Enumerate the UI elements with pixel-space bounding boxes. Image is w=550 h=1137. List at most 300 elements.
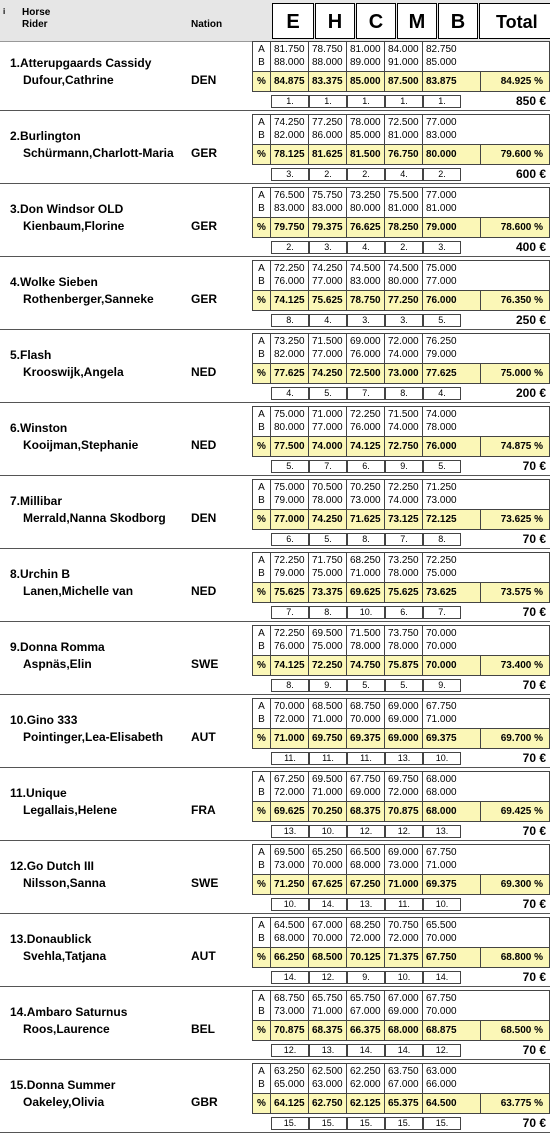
judge-rank: 4. [423, 387, 461, 400]
score-a: 69.750 [388, 774, 419, 785]
horse-name [10, 129, 81, 143]
percent-symbol: % [257, 733, 266, 744]
ab-labels [253, 1064, 270, 1093]
horse-name-text: Gino 333 [26, 713, 78, 727]
judge-score-cell [308, 918, 346, 947]
result-entry [0, 987, 550, 1060]
judge-score-cell [308, 188, 346, 217]
score-a: 78.000 [350, 117, 381, 128]
judge-percentage: 78.750 [346, 291, 384, 310]
ab-labels [253, 991, 270, 1020]
judge-percentage: 71.250 [270, 875, 308, 894]
score-a: 65.500 [426, 920, 457, 931]
judge-rank: 3. [423, 241, 461, 254]
judge-percentage: 67.625 [308, 875, 346, 894]
judge-rank: 8. [385, 387, 423, 400]
percentage-row [253, 947, 549, 967]
rider-name: Schürmann,Charlott-Maria [23, 146, 174, 160]
judge-header-e: E [272, 3, 314, 39]
prize-money: 400 € [515, 240, 546, 254]
score-b: 83.000 [312, 203, 343, 214]
judge-rank: 6. [271, 533, 309, 546]
judge-score-cell [422, 188, 460, 217]
judge-score-cell [308, 480, 346, 509]
judge-rank: 5. [385, 679, 423, 692]
percentage-row [253, 363, 549, 383]
label-b: B [258, 130, 265, 141]
judge-percentage: 64.500 [422, 1094, 460, 1113]
label-a: A [258, 555, 265, 566]
score-b: 66.000 [426, 1079, 457, 1090]
prize-money: 70 € [522, 751, 546, 765]
total-percentage: 79.600 % [480, 145, 549, 164]
judge-percentage: 62.750 [308, 1094, 346, 1113]
percentage-row [253, 290, 549, 310]
ab-labels [253, 553, 270, 582]
judge-percentage: 77.625 [422, 364, 460, 383]
score-b: 82.000 [274, 130, 305, 141]
score-b: 78.000 [388, 641, 419, 652]
percentage-row [253, 144, 549, 164]
prize-money: 70 € [522, 897, 546, 911]
judge-rank: 8. [271, 679, 309, 692]
judge-score-cell [346, 699, 384, 728]
judge-percentage: 69.750 [308, 729, 346, 748]
ab-labels [253, 845, 270, 874]
judge-score-cell [422, 991, 460, 1020]
percent-symbol: % [257, 660, 266, 671]
judge-score-cell [308, 991, 346, 1020]
score-b: 67.000 [350, 1006, 381, 1017]
score-b: 69.000 [388, 714, 419, 725]
percent-symbol: % [257, 952, 266, 963]
judge-score-cell [422, 261, 460, 290]
percentage-row [253, 71, 549, 91]
score-b: 73.000 [274, 860, 305, 871]
result-entry [0, 914, 550, 987]
judge-score-cell [346, 42, 384, 71]
score-box [252, 41, 550, 92]
judge-rank: 4. [385, 168, 423, 181]
judge-score-cell [346, 407, 384, 436]
judge-rank: 12. [385, 825, 423, 838]
score-b: 88.000 [312, 57, 343, 68]
judge-score-cell [270, 480, 308, 509]
judge-score-cell [346, 845, 384, 874]
percent-symbol: % [257, 806, 266, 817]
score-b: 79.000 [274, 495, 305, 506]
label-a: A [258, 701, 265, 712]
judge-percentage: 76.000 [422, 437, 460, 456]
judge-rank: 1. [423, 95, 461, 108]
judge-header-c: C [356, 3, 396, 39]
prize-money: 70 € [522, 824, 546, 838]
label-a: A [258, 774, 265, 785]
score-a: 63.750 [388, 1066, 419, 1077]
judge-percentage: 69.375 [422, 729, 460, 748]
prize-money: 70 € [522, 678, 546, 692]
judge-score-cell [270, 845, 308, 874]
placing: 13. [10, 932, 27, 946]
judge-rank: 7. [423, 606, 461, 619]
ab-labels [253, 115, 270, 144]
percentage-row [253, 1020, 549, 1040]
horse-name [10, 786, 67, 800]
score-a: 72.250 [274, 263, 305, 274]
placing: 2. [10, 129, 21, 143]
score-a: 73.250 [350, 190, 381, 201]
nation-code: GER [191, 219, 218, 233]
score-a: 75.000 [426, 263, 457, 274]
judge-percentage: 76.000 [422, 291, 460, 310]
label-a: A [258, 409, 265, 420]
score-a: 67.750 [350, 774, 381, 785]
judge-percentage: 73.125 [384, 510, 422, 529]
score-b: 76.000 [274, 276, 305, 287]
results-header [0, 0, 550, 42]
judge-percentage: 74.250 [308, 510, 346, 529]
judge-percentage: 73.000 [384, 364, 422, 383]
judge-score-cell [270, 261, 308, 290]
score-b: 77.000 [312, 349, 343, 360]
label-a: A [258, 628, 265, 639]
score-a: 70.750 [388, 920, 419, 931]
judge-score-cell [308, 845, 346, 874]
score-a: 73.250 [388, 555, 419, 566]
horse-name [10, 932, 91, 946]
placing: 6. [10, 421, 21, 435]
judge-score-cell [422, 918, 460, 947]
judge-percentage: 66.250 [270, 948, 308, 967]
score-a: 72.250 [350, 409, 381, 420]
judge-rank: 2. [423, 168, 461, 181]
judge-rank: 13. [423, 825, 461, 838]
score-a: 68.250 [350, 555, 381, 566]
score-b: 76.000 [350, 349, 381, 360]
horse-rider-column-header [22, 7, 50, 31]
nation-code: GER [191, 292, 218, 306]
score-b: 70.000 [312, 933, 343, 944]
result-entry [0, 476, 550, 549]
score-a: 67.250 [274, 774, 305, 785]
score-a: 71.250 [426, 482, 457, 493]
horse-name-text: Donaublick [26, 932, 92, 946]
score-b: 68.000 [350, 860, 381, 871]
ab-labels [253, 334, 270, 363]
total-percentage: 75.000 % [480, 364, 549, 383]
horse-name-text: Atterupgaards Cassidy [20, 56, 152, 70]
label-b: B [258, 349, 265, 360]
judge-rank: 3. [309, 241, 347, 254]
judge-rank: 2. [385, 241, 423, 254]
rider-name: Nilsson,Sanna [23, 876, 106, 890]
judge-rank: 3. [271, 168, 309, 181]
score-a: 67.000 [312, 920, 343, 931]
nation-code: NED [191, 365, 217, 379]
judge-score-cell [270, 188, 308, 217]
score-a: 69.500 [274, 847, 305, 858]
prize-money: 70 € [522, 1043, 546, 1057]
score-b: 69.000 [350, 787, 381, 798]
percent-symbol: % [257, 295, 266, 306]
score-b: 73.000 [426, 495, 457, 506]
judge-rank: 14. [347, 1044, 385, 1057]
judge-score-cell [270, 918, 308, 947]
judge-percentage: 74.250 [308, 364, 346, 383]
percent-symbol: % [257, 1098, 266, 1109]
score-b: 67.000 [388, 1079, 419, 1090]
horse-name [10, 202, 123, 216]
judge-percentage: 68.375 [346, 802, 384, 821]
score-b: 81.000 [388, 203, 419, 214]
score-a: 72.250 [426, 555, 457, 566]
judge-percentage: 68.000 [384, 1021, 422, 1040]
score-b: 75.000 [426, 568, 457, 579]
judge-rank: 10. [423, 752, 461, 765]
horse-name-text: Go Dutch III [26, 859, 95, 873]
rider-name: Pointinger,Lea-Elisabeth [23, 730, 164, 744]
rider-name: Dufour,Cathrine [23, 73, 114, 87]
score-box [252, 479, 550, 530]
score-box [252, 844, 550, 895]
horse-name-text: Urchin B [20, 567, 71, 581]
judge-score-cell [422, 772, 460, 801]
score-a: 81.750 [274, 44, 305, 55]
rider-name: Legallais,Helene [23, 803, 118, 817]
score-b: 83.000 [426, 130, 457, 141]
judge-percentage: 75.625 [384, 583, 422, 602]
total-percentage: 78.600 % [480, 218, 549, 237]
score-a: 76.250 [426, 336, 457, 347]
total-percentage: 68.500 % [480, 1021, 549, 1040]
judge-score-cell [422, 699, 460, 728]
ab-labels [253, 261, 270, 290]
judge-score-cell [422, 334, 460, 363]
judge-percentage: 70.250 [308, 802, 346, 821]
result-entry [0, 695, 550, 768]
judge-score-cell [308, 1064, 346, 1093]
score-b: 77.000 [312, 276, 343, 287]
percent-symbol: % [257, 222, 266, 233]
judge-percentage: 77.250 [384, 291, 422, 310]
horse-name-text: Unique [26, 786, 67, 800]
score-a: 68.000 [426, 774, 457, 785]
prize-money: 70 € [522, 970, 546, 984]
prize-money: 70 € [522, 532, 546, 546]
percent-symbol: % [257, 76, 266, 87]
horse-name-text: Ambaro Saturnus [26, 1005, 128, 1019]
score-a: 67.750 [426, 701, 457, 712]
score-a: 73.750 [388, 628, 419, 639]
score-b: 71.000 [426, 714, 457, 725]
score-b: 78.000 [350, 641, 381, 652]
prize-money: 250 € [515, 313, 546, 327]
judge-score-cell [270, 42, 308, 71]
score-box [252, 187, 550, 238]
rider-name: Kooijman,Stephanie [23, 438, 139, 452]
judge-percentage: 74.125 [346, 437, 384, 456]
score-b: 72.000 [350, 933, 381, 944]
nation-code: SWE [191, 876, 219, 890]
judge-rank: 13. [271, 825, 309, 838]
score-a: 63.250 [274, 1066, 305, 1077]
percent-symbol: % [257, 1025, 266, 1036]
judge-rank: 8. [309, 606, 347, 619]
ab-labels [253, 407, 270, 436]
score-a: 75.750 [312, 190, 343, 201]
ab-labels [253, 699, 270, 728]
judge-score-cell [422, 553, 460, 582]
label-b: B [258, 933, 265, 944]
score-box [252, 771, 550, 822]
horse-name-text: Don Windsor OLD [20, 202, 124, 216]
judge-score-cell [384, 845, 422, 874]
score-b: 82.000 [274, 349, 305, 360]
judge-rank: 1. [347, 95, 385, 108]
label-b: B [258, 1079, 265, 1090]
score-a: 68.250 [350, 920, 381, 931]
score-box [252, 114, 550, 165]
judge-rank: 10. [423, 898, 461, 911]
total-percentage: 69.700 % [480, 729, 549, 748]
score-b: 71.000 [312, 714, 343, 725]
rider-name: Kienbaum,Florine [23, 219, 125, 233]
judge-rank: 1. [385, 95, 423, 108]
judge-percentage: 74.125 [270, 656, 308, 675]
rider-name: Oakeley,Olivia [23, 1095, 105, 1109]
percent-symbol: % [257, 441, 266, 452]
score-b: 91.000 [388, 57, 419, 68]
judge-percentage: 75.625 [308, 291, 346, 310]
judge-rank: 10. [385, 971, 423, 984]
judge-rank: 7. [309, 460, 347, 473]
score-a: 66.500 [350, 847, 381, 858]
judge-score-cell [270, 115, 308, 144]
label-b: B [258, 495, 265, 506]
placing: 8. [10, 567, 21, 581]
judge-percentage: 64.125 [270, 1094, 308, 1113]
judge-percentage: 74.125 [270, 291, 308, 310]
ab-labels [253, 188, 270, 217]
judge-score-cell [384, 261, 422, 290]
score-a: 71.500 [350, 628, 381, 639]
position-column-header: i [3, 7, 6, 16]
score-b: 83.000 [350, 276, 381, 287]
prize-money: 200 € [515, 386, 546, 400]
label-b: B [258, 641, 265, 652]
result-entry [0, 549, 550, 622]
score-a: 75.000 [274, 409, 305, 420]
score-b: 65.000 [274, 1079, 305, 1090]
judge-rank: 7. [347, 387, 385, 400]
horse-name-text: Wolke Sieben [20, 275, 98, 289]
judge-percentage: 71.375 [384, 948, 422, 967]
judge-score-cell [346, 626, 384, 655]
label-a: A [258, 920, 265, 931]
nation-code: BEL [191, 1022, 215, 1036]
label-b: B [258, 1006, 265, 1017]
label-b: B [258, 568, 265, 579]
nation-column-header: Nation [191, 19, 223, 30]
judge-score-cell [308, 115, 346, 144]
ab-labels [253, 918, 270, 947]
horse-column-label: Horse [22, 7, 51, 18]
nation-code: SWE [191, 657, 219, 671]
placing: 3. [10, 202, 21, 216]
percent-symbol: % [257, 587, 266, 598]
judge-score-cell [346, 1064, 384, 1093]
score-a: 69.500 [312, 628, 343, 639]
judge-rank: 8. [423, 533, 461, 546]
judge-header-b: B [438, 3, 478, 39]
score-b: 81.000 [388, 130, 419, 141]
total-percentage: 76.350 % [480, 291, 549, 310]
score-b: 78.000 [388, 568, 419, 579]
score-b: 70.000 [312, 860, 343, 871]
judge-percentage: 71.625 [346, 510, 384, 529]
ab-labels [253, 626, 270, 655]
horse-name [10, 56, 151, 70]
judge-rank: 5. [309, 387, 347, 400]
score-box [252, 552, 550, 603]
judge-score-cell [308, 261, 346, 290]
judge-rank: 10. [347, 606, 385, 619]
horse-name [10, 713, 77, 727]
judge-score-cell [346, 991, 384, 1020]
ab-labels [253, 772, 270, 801]
judge-percentage: 83.375 [308, 72, 346, 91]
score-b: 78.000 [312, 495, 343, 506]
horse-name-text: Winston [20, 421, 68, 435]
judge-percentage: 70.125 [346, 948, 384, 967]
percentage-row [253, 655, 549, 675]
percentage-row [253, 801, 549, 821]
total-percentage: 74.875 % [480, 437, 549, 456]
judge-score-cell [384, 991, 422, 1020]
score-a: 74.250 [274, 117, 305, 128]
judge-percentage: 69.375 [422, 875, 460, 894]
judge-score-cell [384, 626, 422, 655]
score-a: 70.000 [274, 701, 305, 712]
placing: 4. [10, 275, 21, 289]
judge-rank: 11. [309, 752, 347, 765]
judge-percentage: 78.250 [384, 218, 422, 237]
total-percentage: 68.800 % [480, 948, 549, 967]
judge-rank: 12. [347, 825, 385, 838]
score-a: 71.750 [312, 555, 343, 566]
score-a: 65.750 [350, 993, 381, 1004]
horse-name [10, 640, 105, 654]
total-percentage: 73.400 % [480, 656, 549, 675]
judge-score-cell [308, 699, 346, 728]
judge-score-cell [346, 918, 384, 947]
score-a: 68.750 [350, 701, 381, 712]
judge-score-cell [422, 845, 460, 874]
score-b: 86.000 [312, 130, 343, 141]
judge-score-cell [308, 334, 346, 363]
judge-rank: 2. [271, 241, 309, 254]
score-b: 72.000 [388, 787, 419, 798]
horse-name-text: Donna Romma [20, 640, 105, 654]
judge-rank: 4. [271, 387, 309, 400]
judge-percentage: 81.625 [308, 145, 346, 164]
judge-score-cell [422, 115, 460, 144]
judge-rank: 3. [385, 314, 423, 327]
judge-rank: 15. [423, 1117, 461, 1130]
judge-percentage: 67.250 [346, 875, 384, 894]
horse-name-text: Burlington [20, 129, 81, 143]
judge-rank: 15. [271, 1117, 309, 1130]
